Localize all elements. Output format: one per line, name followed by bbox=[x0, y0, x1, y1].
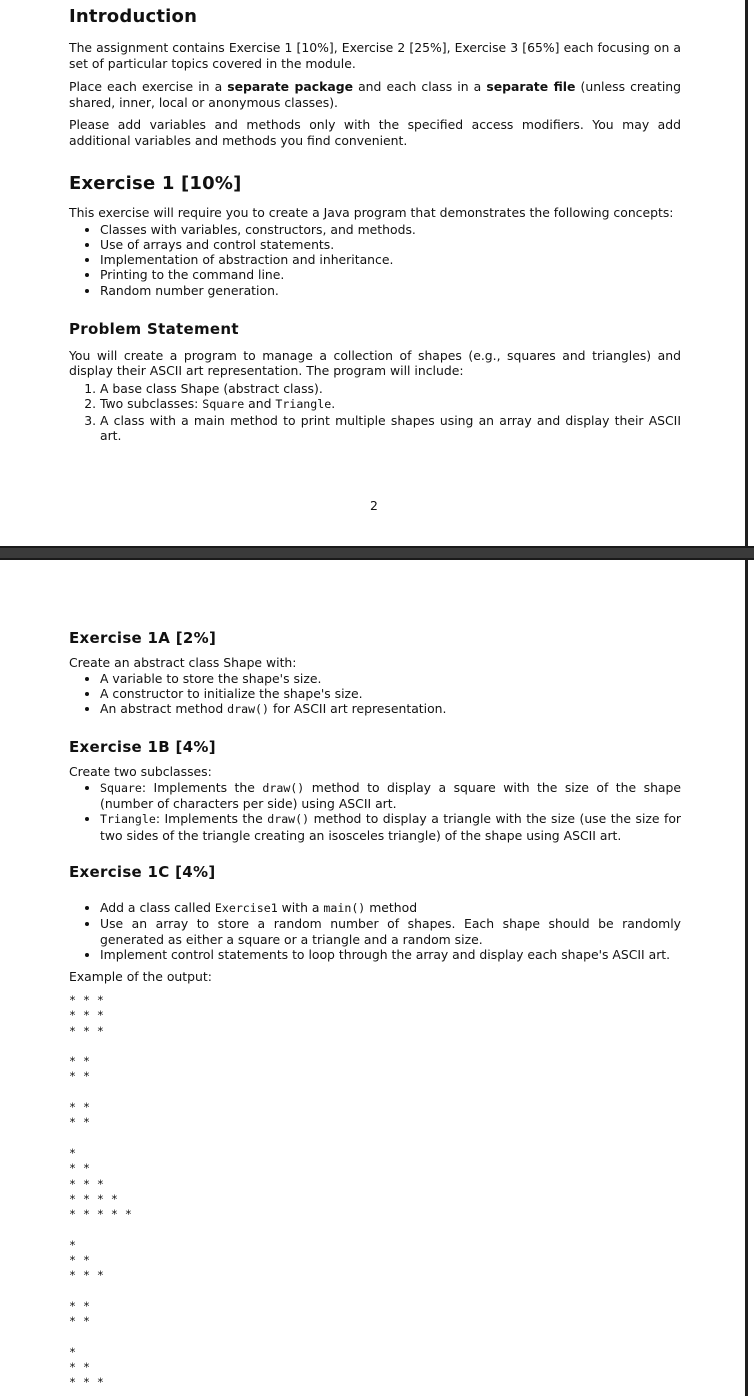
list-item: • A constructor to initialize the shape's size. bbox=[100, 686, 681, 701]
intro-paragraph-2: Place each exercise in a separate package and each class in a separate file (unless creating shared, inner, local or anonymous classes). bbox=[69, 79, 681, 110]
list-item: • Random number generation. bbox=[100, 283, 681, 298]
exercise-1a-intro: Create an abstract class Shape with: bbox=[69, 655, 297, 670]
exercise-1b-heading: Exercise 1B [4%] bbox=[69, 738, 216, 757]
exercise-1b-intro: Create two subclasses: bbox=[69, 764, 212, 780]
list-item: • Classes with variables, constructors, and methods. bbox=[100, 222, 681, 237]
exercise-1c-list bbox=[69, 900, 681, 962]
introduction-heading: Introduction bbox=[69, 6, 198, 27]
document-page-2 bbox=[0, 560, 748, 1396]
problem-paragraph: You will create a program to manage a collection of shapes (e.g., squares and triangles) and display their ASCII art representation. The program will include: bbox=[69, 347, 681, 379]
list-item: • A variable to store the shape's size. bbox=[100, 671, 681, 686]
list-item: • An abstract method draw() for ASCII art representation. bbox=[100, 701, 681, 717]
problem-list bbox=[69, 381, 681, 443]
list-item: • Use an array to store a random number of shapes. Each shape should be randomly generated as either a square or a triangle and a random size. bbox=[100, 916, 681, 947]
intro-paragraph-1: The assignment contains Exercise 1 [10%], Exercise 2 [25%], Exercise 3 [65%] each focusing on a set of particular topics covered in the module. bbox=[69, 40, 681, 71]
concepts-list bbox=[69, 222, 681, 298]
exercise-1c-heading: Exercise 1C [4%] bbox=[69, 863, 216, 882]
exercise-1a-list bbox=[69, 671, 681, 718]
exercise-1b-list bbox=[69, 780, 681, 843]
list-item: • Add a class called Exercise1 with a main() method bbox=[100, 900, 681, 916]
problem-statement-heading: Problem Statement bbox=[69, 319, 239, 338]
example-label: Example of the output: bbox=[69, 969, 212, 985]
exercise-1-heading: Exercise 1 [10%] bbox=[69, 173, 242, 194]
list-item: • Implement control statements to loop through the array and display each shape's ASCII art. bbox=[100, 947, 681, 962]
list-item: • Implementation of abstraction and inheritance. bbox=[100, 252, 681, 267]
list-item: • Triangle: Implements the draw() method to display a triangle with the size (use the size for two sides of the triangle creating an isosceles triangle) of the shape using ASCII art. bbox=[100, 811, 681, 843]
list-item: • Printing to the command line. bbox=[100, 267, 681, 282]
exercise-1a-heading: Exercise 1A [2%] bbox=[69, 629, 217, 647]
list-item: • Square: Implements the draw() method to display a square with the size of the shape (number of characters per side) using ASCII art. bbox=[100, 780, 681, 812]
list-item: 3. A class with a main method to print multiple shapes using an array and display their ASCII art. bbox=[100, 413, 681, 444]
list-item: 2. Two subclasses: Square and Triangle. bbox=[100, 396, 681, 412]
page-separator bbox=[0, 546, 754, 560]
document-page-1 bbox=[0, 0, 748, 546]
intro-paragraph-3: Please add variables and methods only with the specified access modifiers. You may add additional variables and methods you find convenient. bbox=[69, 117, 681, 148]
exercise-1-intro: This exercise will require you to create a Java program that demonstrates the following concepts: bbox=[69, 205, 674, 220]
list-item: • Use of arrays and control statements. bbox=[100, 237, 681, 252]
ascii-output-example: * * * * * * * * * * * * * * * * * * * * * * * * * * * * * * * * * * * * * * * * * * * * * * * * bbox=[69, 993, 132, 1390]
page-number: 2 bbox=[370, 498, 378, 513]
list-item: 1. A base class Shape (abstract class). bbox=[100, 381, 681, 396]
